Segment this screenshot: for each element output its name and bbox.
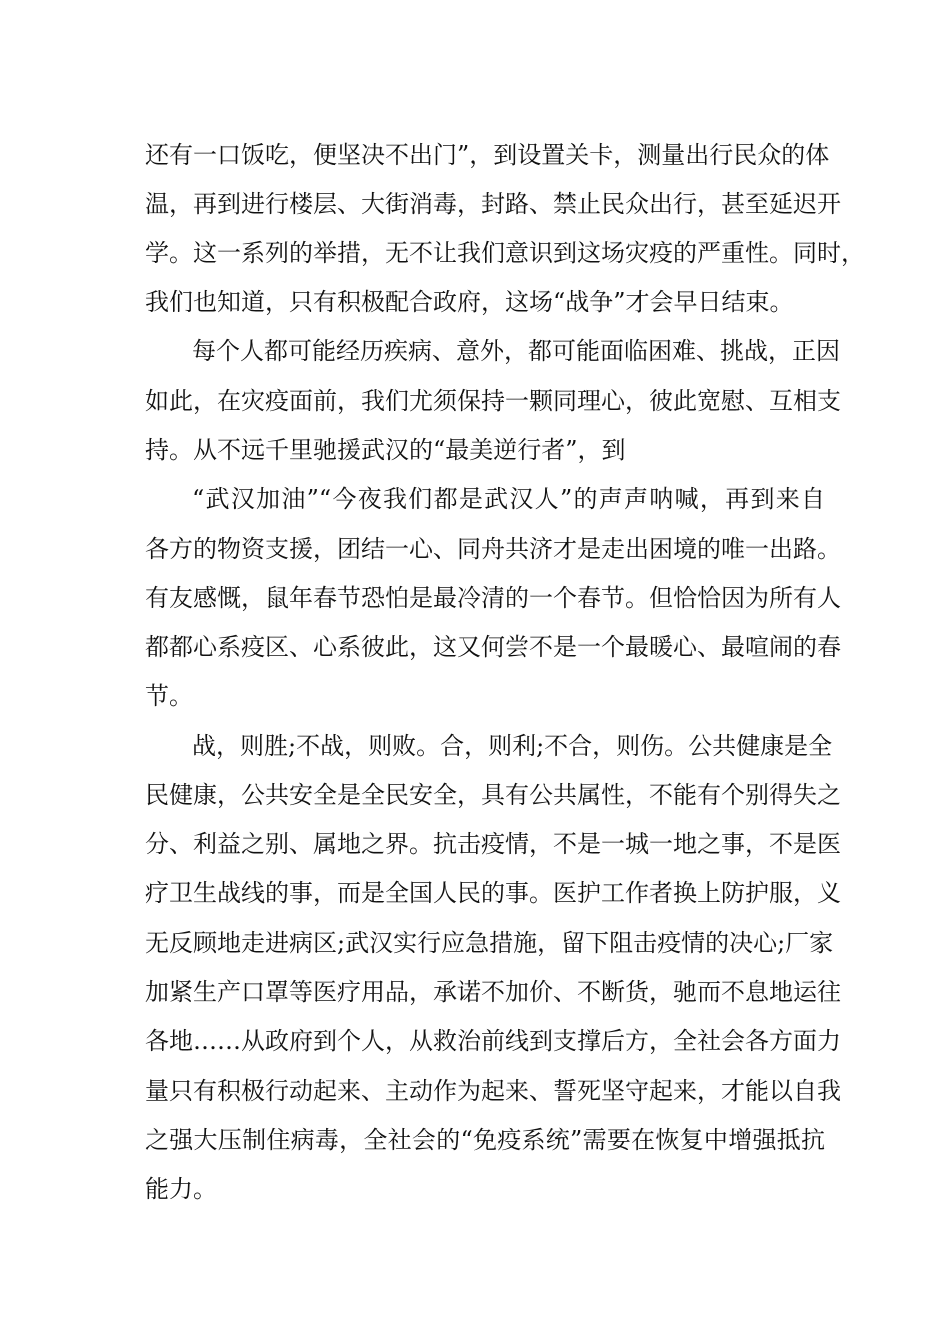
text-line: 疗卫生战线的事，而是全国人民的事。医护工作者换上防护服，义 bbox=[145, 879, 841, 907]
text-line: 能力。 bbox=[145, 1175, 217, 1203]
text-line: 如此，在灾疫面前，我们尤须保持一颗同理心，彼此宽慰、互相支 bbox=[145, 387, 841, 415]
text-line: 各地……从政府到个人，从救治前线到支撑后方，全社会各方面力 bbox=[145, 1027, 841, 1055]
text-line: 加紧生产口罩等医疗用品，承诺不加价、不断货，驰而不息地运往 bbox=[145, 978, 841, 1006]
text-line: 温，再到进行楼层、大街消毒，封路、禁止民众出行，甚至延迟开 bbox=[145, 190, 841, 218]
text-line: 节。 bbox=[145, 682, 193, 710]
text-line: “武汉加油”“今夜我们都是武汉人”的声声呐喊，再到来自 bbox=[192, 485, 825, 513]
text-line: 量只有积极行动起来、主动作为起来、誓死坚守起来，才能以自我 bbox=[145, 1077, 841, 1105]
text-line: 我们也知道，只有积极配合政府，这场“战争”才会早日结束。 bbox=[145, 288, 794, 316]
text-line: 每个人都可能经历疾病、意外，都可能面临困难、挑战，正因 bbox=[192, 337, 840, 365]
text-line: 各方的物资支援，团结一心、同舟共济才是走出困境的唯一出路。 bbox=[145, 535, 841, 563]
text-line: 战，则胜;不战，则败。合，则利;不合，则伤。公共健康是全 bbox=[192, 732, 833, 760]
text-line: 有友感慨，鼠年春节恐怕是最冷清的一个春节。但恰恰因为所有人 bbox=[145, 584, 841, 612]
text-line: 之强大压制住病毒，全社会的“免疫系统”需要在恢复中增强抵抗 bbox=[145, 1126, 825, 1154]
text-line: 学。这一系列的举措，无不让我们意识到这场灾疫的严重性。同时， bbox=[145, 239, 865, 267]
text-line: 民健康，公共安全是全民安全，具有公共属性，不能有个别得失之 bbox=[145, 781, 841, 809]
text-line: 持。从不远千里驰援武汉的“最美逆行者”，到 bbox=[145, 436, 626, 464]
text-line: 还有一口饭吃，便坚决不出门”，到设置关卡，测量出行民众的体 bbox=[145, 141, 830, 169]
text-line: 都都心系疫区、心系彼此，这又何尝不是一个最暖心、最喧闹的春 bbox=[145, 633, 841, 661]
text-line: 分、利益之别、属地之界。抗击疫情，不是一城一地之事，不是医 bbox=[145, 830, 841, 858]
text-line: 无反顾地走进病区;武汉实行应急措施，留下阻击疫情的决心;厂家 bbox=[145, 929, 834, 957]
